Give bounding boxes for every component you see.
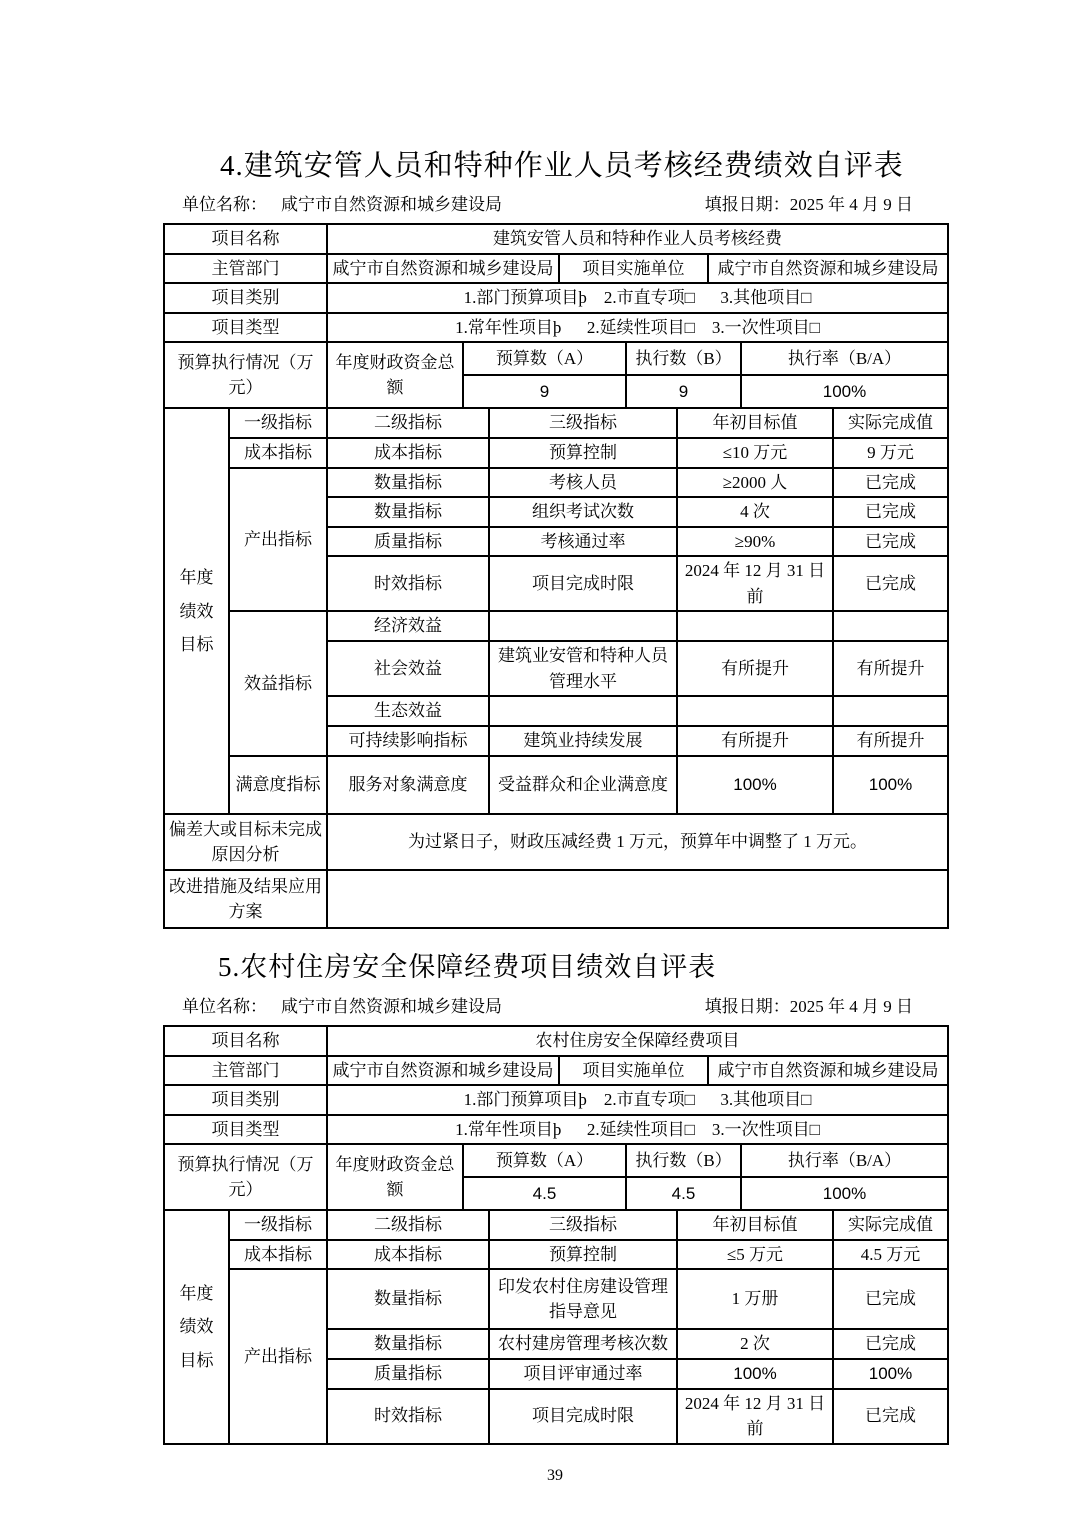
project-type-label-cell: 项目类型: [164, 313, 327, 343]
perf-actual-cell: 100%: [833, 756, 948, 814]
section4-info-table: [163, 223, 949, 409]
section5-title: 5.农村住房安全保障经费项目绩效自评表: [218, 952, 717, 983]
perf-level2-cell: 质量指标: [327, 527, 489, 557]
perf-actual-cell: 有所提升: [833, 641, 948, 696]
perf-target-cell: 100%: [677, 1359, 833, 1389]
perf-target-cell: 2 次: [677, 1329, 833, 1359]
perf-level2-cell: 生态效益: [327, 696, 489, 726]
exec-rate-header-cell: 执行率（B/A）: [741, 342, 948, 375]
cost-target-cell: ≤5 万元: [677, 1240, 833, 1270]
project-name-label-cell: 项目名称: [164, 1026, 327, 1056]
target-header-cell: 年初目标值: [677, 408, 833, 438]
perf-level2-cell: 数量指标: [327, 1269, 489, 1329]
perf-level2-cell: 经济效益: [327, 611, 489, 641]
cost-level2-cell: 成本指标: [327, 1240, 489, 1270]
budget-execution-label-cell: 预算执行情况（万元）: [164, 342, 327, 408]
section5-performance-table: [163, 1209, 949, 1445]
cost-actual-cell: 9 万元: [833, 438, 948, 468]
budget-a-header-cell: 预算数（A）: [463, 342, 626, 375]
actual-header-cell: 实际完成值: [833, 408, 948, 438]
report-date-value: 2025 年 4 月 9 日: [789, 997, 913, 1017]
project-type-options-cell: 1.常年性项目þ 2.延续性项目□ 3.一次性项目□: [327, 313, 948, 343]
report-date-label: 填报日期：: [704, 997, 790, 1017]
perf-actual-cell: 已完成: [833, 468, 948, 498]
unit-name-label: 单位名称：: [182, 997, 267, 1017]
improvement-label-cell: 改进措施及结果应用方案: [164, 870, 327, 928]
exec-rate-value-cell: 100%: [741, 1177, 948, 1210]
perf-actual-cell: 100%: [833, 1359, 948, 1389]
perf-level3-cell: 考核通过率: [489, 527, 677, 557]
unit-name-value: 咸宁市自然资源和城乡建设局: [281, 997, 502, 1017]
perf-level2-cell: 数量指标: [327, 468, 489, 498]
perf-level3-cell: 建筑业安管和特种人员管理水平: [489, 641, 677, 696]
annual-fund-total-label-cell: 年度财政资金总额: [327, 1144, 463, 1210]
perf-level2-cell: 时效指标: [327, 1389, 489, 1444]
report-date-line: [705, 996, 913, 1018]
perf-actual-cell: 已完成: [833, 556, 948, 611]
budget-execution-label-cell: 预算执行情况（万元）: [164, 1144, 327, 1210]
perf-level3-cell: 组织考试次数: [489, 497, 677, 527]
perf-target-cell: 2024 年 12 月 31 日前: [677, 1389, 833, 1444]
benefit-label-cell: 效益指标: [229, 611, 327, 756]
perf-level2-cell: 社会效益: [327, 641, 489, 696]
output-label-cell: 产出指标: [229, 468, 327, 612]
perf-actual-cell: [833, 696, 948, 726]
competent-dept-value-cell: 咸宁市自然资源和城乡建设局: [327, 1056, 559, 1086]
perf-actual-cell: 已完成: [833, 527, 948, 557]
impl-unit-label-cell: 项目实施单位: [559, 1056, 708, 1086]
section5-info-table: [163, 1025, 949, 1211]
perf-level3-cell: 印发农村住房建设管理指导意见: [489, 1269, 677, 1329]
impl-unit-value-cell: 咸宁市自然资源和城乡建设局: [708, 254, 948, 284]
budget-a-header-cell: 预算数（A）: [463, 1144, 626, 1177]
satisfaction-label-cell: 满意度指标: [229, 756, 327, 814]
actual-header-cell: 实际完成值: [833, 1210, 948, 1240]
perf-target-cell: [677, 611, 833, 641]
perf-side-label: 年度绩效目标: [179, 568, 214, 654]
budget-a-value-cell: 4.5: [463, 1177, 626, 1210]
unit-name-line: [182, 194, 502, 216]
project-name-value-cell: 农村住房安全保障经费项目: [327, 1026, 948, 1056]
report-date-label: 填报日期：: [704, 195, 790, 214]
section4-title: 4.建筑安管人员和特种作业人员考核经费绩效自评表: [220, 150, 904, 182]
exec-rate-header-cell: 执行率（B/A）: [741, 1144, 948, 1177]
exec-b-value-cell: 4.5: [626, 1177, 741, 1210]
perf-level3-cell: 农村建房管理考核次数: [489, 1329, 677, 1359]
project-name-value-cell: 建筑安管人员和特种作业人员考核经费: [327, 224, 948, 254]
perf-level3-cell: 受益群众和企业满意度: [489, 756, 677, 814]
target-header-cell: 年初目标值: [677, 1210, 833, 1240]
perf-actual-cell: 已完成: [833, 497, 948, 527]
level1-header-cell: 一级指标: [229, 1210, 327, 1240]
section4-performance-table: [163, 407, 949, 929]
perf-target-cell: 有所提升: [677, 641, 833, 696]
perf-side-label-cell: [164, 408, 229, 814]
cost-level1-cell: 成本指标: [229, 1240, 327, 1270]
cost-level2-cell: 成本指标: [327, 438, 489, 468]
perf-target-cell: 有所提升: [677, 726, 833, 756]
cost-target-cell: ≤10 万元: [677, 438, 833, 468]
unit-name-label: 单位名称：: [182, 195, 267, 214]
perf-target-cell: ≥2000 人: [677, 468, 833, 498]
perf-level3-cell: [489, 611, 677, 641]
perf-level2-cell: 可持续影响指标: [327, 726, 489, 756]
perf-level2-cell: 数量指标: [327, 497, 489, 527]
perf-actual-cell: [833, 611, 948, 641]
perf-actual-cell: 已完成: [833, 1269, 948, 1329]
perf-level2-cell: 时效指标: [327, 556, 489, 611]
page-number: 39: [547, 1466, 563, 1484]
cost-level1-cell: 成本指标: [229, 438, 327, 468]
competent-dept-value-cell: 咸宁市自然资源和城乡建设局: [327, 254, 559, 284]
report-date-value: 2025 年 4 月 9 日: [789, 195, 913, 214]
exec-b-header-cell: 执行数（B）: [626, 1144, 741, 1177]
perf-target-cell: 1 万册: [677, 1269, 833, 1329]
budget-a-value-cell: 9: [463, 375, 626, 408]
deviation-value-cell: 为过紧日子，财政压减经费 1 万元，预算年中调整了 1 万元。: [327, 814, 948, 870]
exec-b-value-cell: 9: [626, 375, 741, 408]
project-category-label-cell: 项目类别: [164, 1085, 327, 1115]
cost-level3-cell: 预算控制: [489, 438, 677, 468]
project-category-options-cell: 1.部门预算项目þ 2.市直专项□ 3.其他项目□: [327, 1085, 948, 1115]
competent-dept-label-cell: 主管部门: [164, 1056, 327, 1086]
project-type-options-cell: 1.常年性项目þ 2.延续性项目□ 3.一次性项目□: [327, 1115, 948, 1145]
perf-target-cell: ≥90%: [677, 527, 833, 557]
perf-side-label: 年度绩效目标: [179, 1284, 214, 1370]
perf-level2-cell: 质量指标: [327, 1359, 489, 1389]
perf-target-cell: [677, 696, 833, 726]
perf-side-label-cell: [164, 1210, 229, 1444]
section5-meta: [182, 996, 913, 1018]
impl-unit-label-cell: 项目实施单位: [559, 254, 708, 284]
perf-actual-cell: 已完成: [833, 1389, 948, 1444]
unit-name-line: [182, 996, 502, 1018]
competent-dept-label-cell: 主管部门: [164, 254, 327, 284]
level3-header-cell: 三级指标: [489, 1210, 677, 1240]
deviation-label-cell: 偏差大或目标未完成原因分析: [164, 814, 327, 870]
level2-header-cell: 二级指标: [327, 1210, 489, 1240]
perf-level3-cell: 建筑业持续发展: [489, 726, 677, 756]
page-content: [163, 0, 947, 1485]
perf-target-cell: 100%: [677, 756, 833, 814]
cost-level3-cell: 预算控制: [489, 1240, 677, 1270]
perf-level3-cell: 项目完成时限: [489, 1389, 677, 1444]
project-category-options-cell: 1.部门预算项目þ 2.市直专项□ 3.其他项目□: [327, 283, 948, 313]
section4-meta: [182, 194, 913, 216]
improvement-value-cell: [327, 870, 948, 928]
output-label-cell: 产出指标: [229, 1269, 327, 1444]
level3-header-cell: 三级指标: [489, 408, 677, 438]
impl-unit-value-cell: 咸宁市自然资源和城乡建设局: [708, 1056, 948, 1086]
perf-level3-cell: 项目评审通过率: [489, 1359, 677, 1389]
project-name-label-cell: 项目名称: [164, 224, 327, 254]
perf-level2-cell: 服务对象满意度: [327, 756, 489, 814]
level2-header-cell: 二级指标: [327, 408, 489, 438]
perf-actual-cell: 有所提升: [833, 726, 948, 756]
unit-name-value: 咸宁市自然资源和城乡建设局: [281, 195, 502, 214]
cost-actual-cell: 4.5 万元: [833, 1240, 948, 1270]
perf-level2-cell: 数量指标: [327, 1329, 489, 1359]
exec-rate-value-cell: 100%: [741, 375, 948, 408]
exec-b-header-cell: 执行数（B）: [626, 342, 741, 375]
project-type-label-cell: 项目类型: [164, 1115, 327, 1145]
annual-fund-total-label-cell: 年度财政资金总额: [327, 342, 463, 408]
perf-level3-cell: [489, 696, 677, 726]
project-category-label-cell: 项目类别: [164, 283, 327, 313]
perf-level3-cell: 考核人员: [489, 468, 677, 498]
level1-header-cell: 一级指标: [229, 408, 327, 438]
perf-actual-cell: 已完成: [833, 1329, 948, 1359]
perf-level3-cell: 项目完成时限: [489, 556, 677, 611]
report-date-line: [705, 194, 913, 216]
perf-target-cell: 4 次: [677, 497, 833, 527]
perf-target-cell: 2024 年 12 月 31 日前: [677, 556, 833, 611]
